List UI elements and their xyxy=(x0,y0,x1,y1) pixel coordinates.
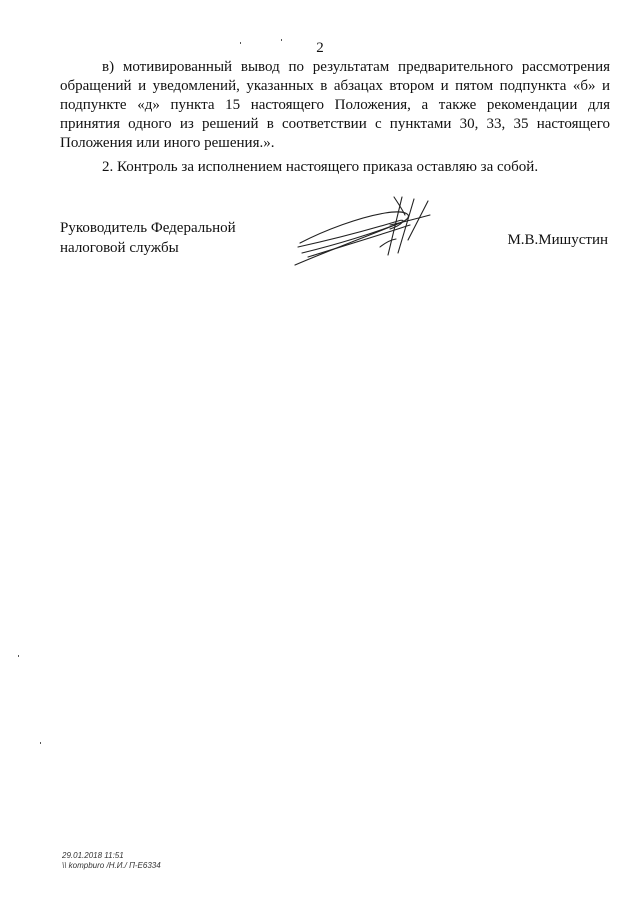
paragraph-conclusion: в) мотивированный вывод по результатам предварительного рассмотрения обращений и уведомлений, указанных в абзацах втором и пятом подпункта «б» и подпункте «д» пункта 15 настоящего Положения, а также рекомендации для принятия одного из решений в соответствии с пунктами 30, 33, 35 настоящего Положения или иного решения.». xyxy=(60,59,610,151)
scan-speck xyxy=(18,655,19,657)
scan-speck xyxy=(281,39,282,41)
paragraph-control: 2. Контроль за исполнением настоящего приказа оставляю за собой. xyxy=(102,159,539,175)
signatory-position xyxy=(60,218,236,258)
document-footer xyxy=(62,851,161,871)
handwritten-signature xyxy=(290,195,440,270)
signatory-name: М.В.Мишустин xyxy=(507,232,608,248)
scan-speck xyxy=(40,742,41,744)
page-number: 2 xyxy=(316,40,324,56)
scan-speck xyxy=(240,42,241,44)
signatory-position-line-2: налоговой службы xyxy=(60,240,179,256)
footer-timestamp: 29.01.2018 11:51 xyxy=(62,851,124,860)
signatory-position-line-1: Руководитель Федеральной xyxy=(60,220,236,236)
document-body xyxy=(60,58,610,177)
footer-code: \\ kompburo /Н.И./ П-Е6334 xyxy=(62,861,161,870)
